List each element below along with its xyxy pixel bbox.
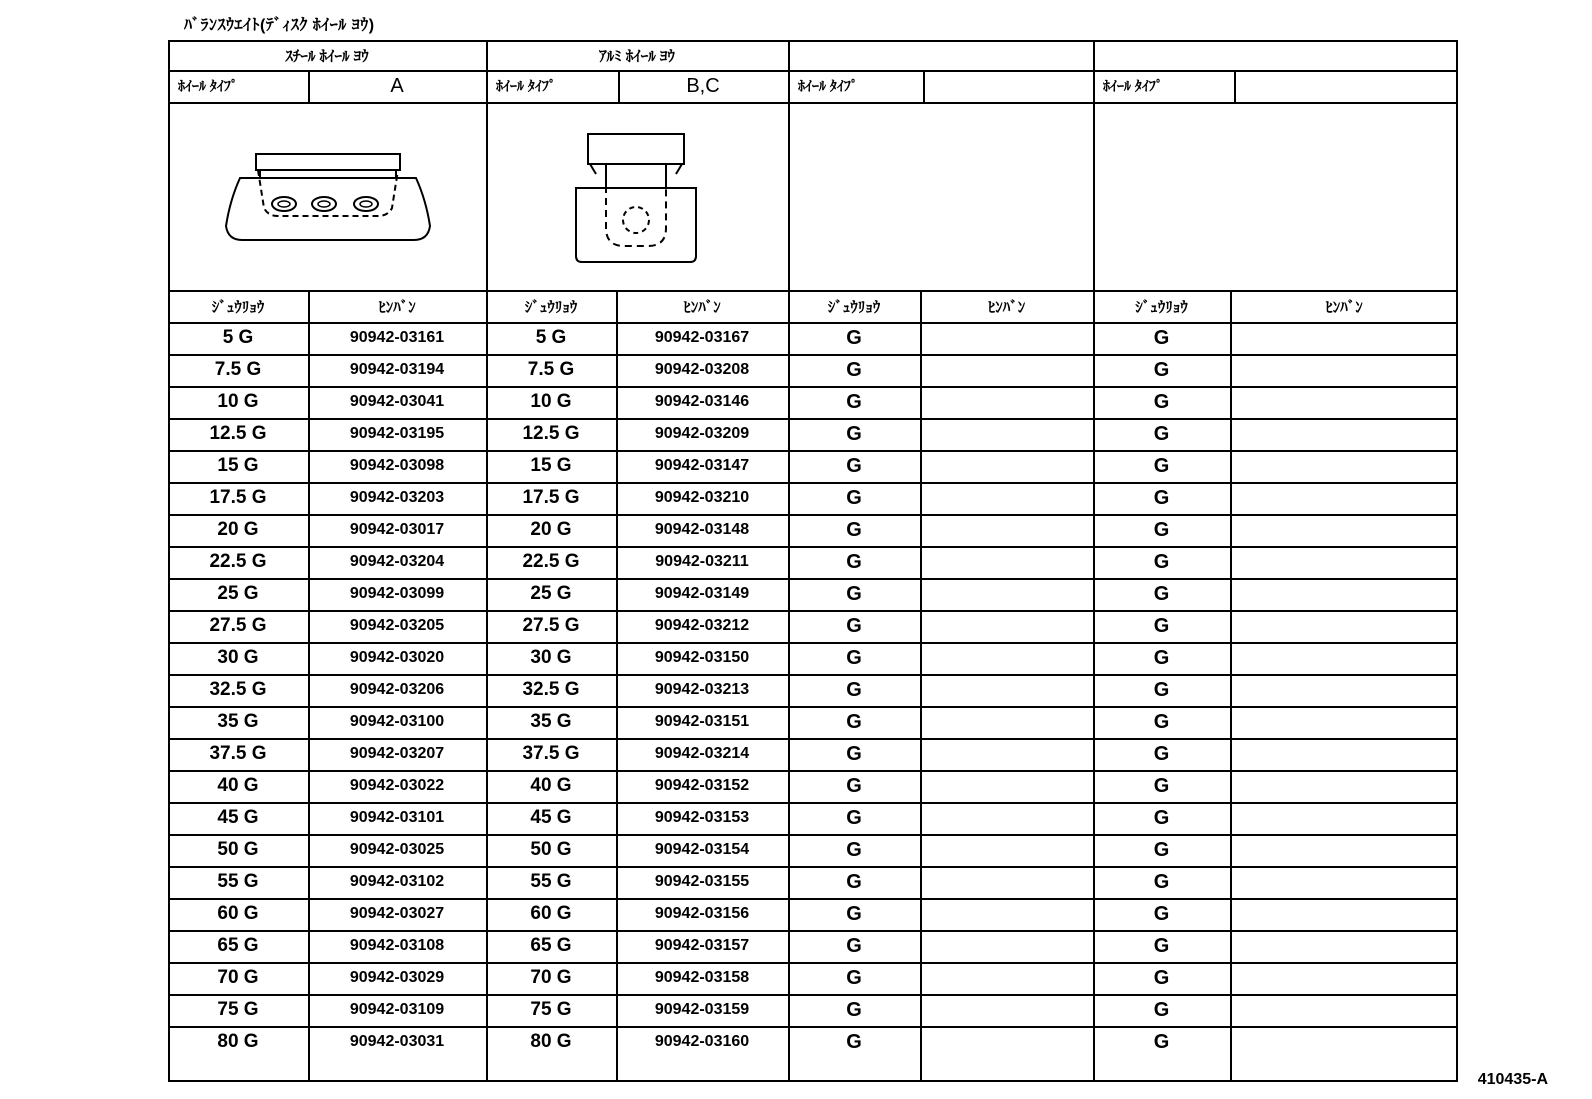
part-number-cell — [1230, 866, 1458, 898]
part-number-cell: 90942-03031 — [349, 1033, 445, 1050]
weight-cell: G — [1153, 454, 1170, 477]
weight-cell: G — [846, 326, 862, 349]
column-header-part-number: ﾋﾝﾊﾞﾝ — [987, 298, 1026, 316]
weight-cell: 27.5 G — [209, 615, 267, 636]
part-number-cell — [1230, 738, 1458, 770]
weight-cell: G — [846, 486, 862, 509]
weight-cell: G — [1153, 678, 1170, 701]
weight-cell: 35 G — [217, 711, 259, 732]
weight-cell: 17.5 G — [209, 487, 267, 508]
weight-cell: G — [846, 742, 862, 765]
part-number-cell: 90942-03150 — [654, 649, 750, 666]
weight-cell: G — [1153, 870, 1170, 893]
weight-cell: 10 G — [217, 391, 259, 412]
part-number-cell — [1230, 834, 1458, 866]
weight-cell: 7.5 G — [214, 359, 262, 380]
part-number-cell: 90942-03099 — [349, 585, 445, 602]
part-number-cell — [920, 706, 1093, 738]
weight-cell: G — [1153, 742, 1170, 765]
weight-cell: G — [846, 454, 862, 477]
grid-line — [168, 1080, 1458, 1082]
weight-cell: G — [846, 518, 862, 541]
part-number-cell: 90942-03108 — [349, 937, 445, 954]
weight-cell: G — [846, 582, 862, 605]
clip-on-weight-three-holes-icon — [218, 148, 438, 258]
weight-cell: G — [846, 390, 862, 413]
part-number-cell — [1230, 994, 1458, 1026]
weight-cell: 17.5 G — [522, 487, 580, 508]
weight-cell: 15 G — [530, 455, 572, 476]
part-number-cell — [1230, 610, 1458, 642]
part-number-cell — [920, 354, 1093, 386]
weight-cell: 80 G — [530, 1031, 572, 1052]
part-number-cell: 90942-03208 — [654, 361, 750, 378]
part-number-cell — [1230, 450, 1458, 482]
weight-cell: 55 G — [217, 871, 259, 892]
part-number-cell: 90942-03147 — [654, 457, 750, 474]
part-number-cell — [920, 578, 1093, 610]
grid-line — [168, 102, 1458, 104]
part-number-cell: 90942-03041 — [349, 393, 445, 410]
weight-cell: G — [846, 646, 862, 669]
part-number-cell: 90942-03206 — [349, 681, 445, 698]
weight-cell: G — [1153, 550, 1170, 573]
weight-cell: 37.5 G — [522, 743, 580, 764]
part-number-cell — [920, 962, 1093, 994]
weight-cell: G — [1153, 614, 1170, 637]
part-number-cell — [920, 546, 1093, 578]
part-number-cell — [920, 322, 1093, 354]
part-number-cell — [920, 930, 1093, 962]
column-header-weight: ｼﾞｭｳﾘｮｳ — [211, 298, 265, 316]
part-number-cell: 90942-03211 — [655, 553, 749, 570]
part-number-cell — [1230, 546, 1458, 578]
weight-cell: G — [1153, 998, 1170, 1021]
part-number-cell — [920, 802, 1093, 834]
weight-cell: G — [1153, 422, 1170, 445]
part-number-cell: 90942-03156 — [654, 905, 750, 922]
weight-cell: 30 G — [530, 647, 572, 668]
weight-cell: 50 G — [217, 839, 259, 860]
weight-cell: G — [846, 678, 862, 701]
part-number-cell: 90942-03020 — [349, 649, 445, 666]
part-number-cell: 90942-03100 — [349, 713, 445, 730]
weight-cell: 22.5 G — [209, 551, 267, 572]
weight-cell: 80 G — [217, 1031, 259, 1052]
weight-cell: G — [1153, 646, 1170, 669]
weight-cell: 45 G — [530, 807, 572, 828]
part-number-cell — [1230, 1026, 1458, 1058]
weight-cell: G — [1153, 582, 1170, 605]
wheel-type-label: ﾎｲｰﾙ ﾀｲﾌﾟ — [178, 78, 238, 94]
wheel-type-value — [1234, 70, 1458, 102]
weight-cell: 75 G — [217, 999, 259, 1020]
part-number-cell — [920, 834, 1093, 866]
part-number-cell — [920, 450, 1093, 482]
part-number-cell — [1230, 674, 1458, 706]
weight-cell: G — [1153, 390, 1170, 413]
part-number-cell: 90942-03148 — [654, 521, 750, 538]
part-number-cell: 90942-03152 — [654, 777, 750, 794]
part-number-cell: 90942-03151 — [654, 713, 750, 730]
weight-cell: G — [1153, 966, 1170, 989]
weight-cell: 15 G — [217, 455, 259, 476]
group-heading: ｽﾁｰﾙ ﾎｲｰﾙ ﾖｳ — [285, 47, 369, 65]
part-number-cell — [920, 610, 1093, 642]
part-number-cell: 90942-03203 — [349, 489, 445, 506]
part-number-cell: 90942-03159 — [654, 1001, 750, 1018]
part-number-cell: 90942-03102 — [349, 873, 445, 890]
balance-weight-table — [168, 40, 1458, 1082]
weight-cell: G — [846, 934, 862, 957]
part-number-cell: 90942-03214 — [654, 745, 750, 762]
weight-cell: G — [846, 998, 862, 1021]
weight-cell: 75 G — [530, 999, 572, 1020]
weight-cell: 20 G — [217, 519, 259, 540]
weight-cell: 32.5 G — [209, 679, 267, 700]
part-number-cell: 90942-03153 — [654, 809, 750, 826]
part-number-cell — [920, 1026, 1093, 1058]
weight-cell: 5 G — [535, 327, 567, 348]
part-number-cell — [1230, 898, 1458, 930]
weight-cell: G — [1153, 1030, 1170, 1053]
part-number-cell — [920, 674, 1093, 706]
weight-cell: G — [846, 614, 862, 637]
weight-cell: 12.5 G — [522, 423, 580, 444]
part-number-cell: 90942-03027 — [349, 905, 445, 922]
group-heading: ｱﾙﾐ ﾎｲｰﾙ ﾖｳ — [599, 47, 675, 65]
weight-cell: G — [1153, 838, 1170, 861]
weight-cell: 65 G — [217, 935, 259, 956]
part-number-cell — [920, 418, 1093, 450]
column-header-weight: ｼﾞｭｳﾘｮｳ — [1135, 298, 1188, 316]
part-number-cell — [1230, 802, 1458, 834]
part-number-cell — [1230, 930, 1458, 962]
part-number-cell: 90942-03205 — [349, 617, 445, 634]
group-heading — [1093, 40, 1458, 70]
wheel-type-value: A — [390, 74, 404, 97]
part-number-cell: 90942-03149 — [654, 585, 750, 602]
weight-cell: 70 G — [530, 967, 572, 988]
weight-cell: 22.5 G — [522, 551, 580, 572]
wheel-type-label: ﾎｲｰﾙ ﾀｲﾌﾟ — [1103, 78, 1163, 94]
part-number-cell: 90942-03029 — [349, 969, 445, 986]
weight-cell: 27.5 G — [522, 615, 580, 636]
weight-cell: G — [846, 1030, 862, 1053]
part-number-cell: 90942-03098 — [349, 457, 445, 474]
part-number-cell — [1230, 578, 1458, 610]
weight-cell: 70 G — [217, 967, 259, 988]
part-number-cell: 90942-03195 — [349, 425, 445, 442]
weight-cell: 45 G — [217, 807, 259, 828]
part-number-cell: 90942-03158 — [654, 969, 750, 986]
weight-cell: 37.5 G — [209, 743, 267, 764]
part-number-cell — [920, 738, 1093, 770]
part-number-cell — [920, 386, 1093, 418]
weight-cell: 60 G — [217, 903, 259, 924]
document-title: ﾊﾞﾗﾝｽｳｴｲﾄ(ﾃﾞｨｽｸ ﾎｲｰﾙ ﾖｳ) — [184, 17, 375, 34]
weight-cell: 12.5 G — [209, 423, 267, 444]
part-number-cell: 90942-03022 — [349, 777, 445, 794]
weight-cell: 40 G — [530, 775, 572, 796]
column-header-part-number: ﾋﾝﾊﾞﾝ — [683, 298, 721, 316]
part-number-cell — [1230, 962, 1458, 994]
weight-cell: 55 G — [530, 871, 572, 892]
weight-cell: 35 G — [530, 711, 572, 732]
weight-cell: G — [1153, 358, 1170, 381]
adhesive-weight-single-hole-icon — [566, 128, 706, 268]
wheel-type-label: ﾎｲｰﾙ ﾀｲﾌﾟ — [798, 78, 858, 94]
weight-cell: G — [846, 422, 862, 445]
part-number-cell — [920, 770, 1093, 802]
weight-cell: G — [846, 806, 862, 829]
part-number-cell: 90942-03109 — [349, 1001, 445, 1018]
part-number-cell — [920, 514, 1093, 546]
part-number-cell — [1230, 418, 1458, 450]
weight-cell: G — [1153, 326, 1170, 349]
part-number-cell: 90942-03213 — [654, 681, 750, 698]
weight-cell: G — [1153, 486, 1170, 509]
part-number-cell: 90942-03017 — [349, 521, 445, 538]
weight-cell: 40 G — [217, 775, 259, 796]
column-header-part-number: ﾋﾝﾊﾞﾝ — [378, 298, 416, 316]
weight-cell: G — [1153, 902, 1170, 925]
weight-cell: G — [1153, 806, 1170, 829]
weight-cell: 65 G — [530, 935, 572, 956]
part-number-cell: 90942-03212 — [654, 617, 750, 634]
part-number-cell — [1230, 642, 1458, 674]
part-number-cell: 90942-03194 — [349, 361, 445, 378]
part-number-cell: 90942-03207 — [349, 745, 445, 762]
weight-cell: 30 G — [217, 647, 259, 668]
part-number-cell — [1230, 322, 1458, 354]
part-number-cell — [1230, 514, 1458, 546]
weight-cell: G — [846, 550, 862, 573]
column-header-weight: ｼﾞｭｳﾘｮｳ — [524, 298, 578, 316]
weight-cell: 7.5 G — [527, 359, 575, 380]
part-number-cell: 90942-03025 — [349, 841, 445, 858]
part-number-cell — [920, 482, 1093, 514]
weight-cell: G — [1153, 710, 1170, 733]
part-number-cell — [920, 866, 1093, 898]
part-number-cell: 90942-03204 — [349, 553, 445, 570]
weight-cell: G — [846, 902, 862, 925]
weight-cell: G — [846, 966, 862, 989]
weight-cell: G — [846, 710, 862, 733]
part-number-cell — [920, 898, 1093, 930]
part-number-cell: 90942-03209 — [654, 425, 750, 442]
part-number-cell — [1230, 482, 1458, 514]
part-number-cell — [1230, 354, 1458, 386]
weight-cell: G — [846, 774, 862, 797]
part-number-cell: 90942-03155 — [654, 873, 750, 890]
part-number-cell — [1230, 770, 1458, 802]
part-number-cell — [1230, 706, 1458, 738]
wheel-type-value — [923, 70, 1093, 102]
part-number-cell: 90942-03167 — [654, 329, 750, 346]
weight-cell: G — [1153, 934, 1170, 957]
part-number-cell — [1230, 386, 1458, 418]
column-header-part-number: ﾋﾝﾊﾞﾝ — [1325, 298, 1363, 316]
part-number-cell: 90942-03161 — [349, 329, 445, 346]
group-heading — [788, 40, 1093, 70]
column-header-weight: ｼﾞｭｳﾘｮｳ — [827, 298, 881, 316]
part-number-cell: 90942-03101 — [349, 809, 445, 826]
part-number-cell: 90942-03210 — [654, 489, 750, 506]
weight-cell: G — [1153, 774, 1170, 797]
weight-cell: 5 G — [222, 327, 254, 348]
figure-reference: 410435-A — [1477, 1071, 1548, 1088]
part-number-cell: 90942-03157 — [654, 937, 750, 954]
part-number-cell — [920, 642, 1093, 674]
part-number-cell: 90942-03154 — [654, 841, 750, 858]
weight-cell: 60 G — [530, 903, 572, 924]
part-number-cell: 90942-03160 — [654, 1033, 750, 1050]
weight-cell: 50 G — [530, 839, 572, 860]
weight-cell: 10 G — [530, 391, 572, 412]
wheel-type-label: ﾎｲｰﾙ ﾀｲﾌﾟ — [496, 78, 556, 94]
weight-cell: G — [1153, 518, 1170, 541]
weight-cell: G — [846, 358, 862, 381]
part-number-cell: 90942-03146 — [654, 393, 750, 410]
weight-cell: G — [846, 838, 862, 861]
weight-cell: 25 G — [217, 583, 259, 604]
weight-cell: 32.5 G — [522, 679, 580, 700]
weight-cell: G — [846, 870, 862, 893]
part-number-cell — [920, 994, 1093, 1026]
weight-cell: 20 G — [530, 519, 572, 540]
wheel-type-value: B,C — [686, 74, 720, 97]
weight-cell: 25 G — [530, 583, 572, 604]
